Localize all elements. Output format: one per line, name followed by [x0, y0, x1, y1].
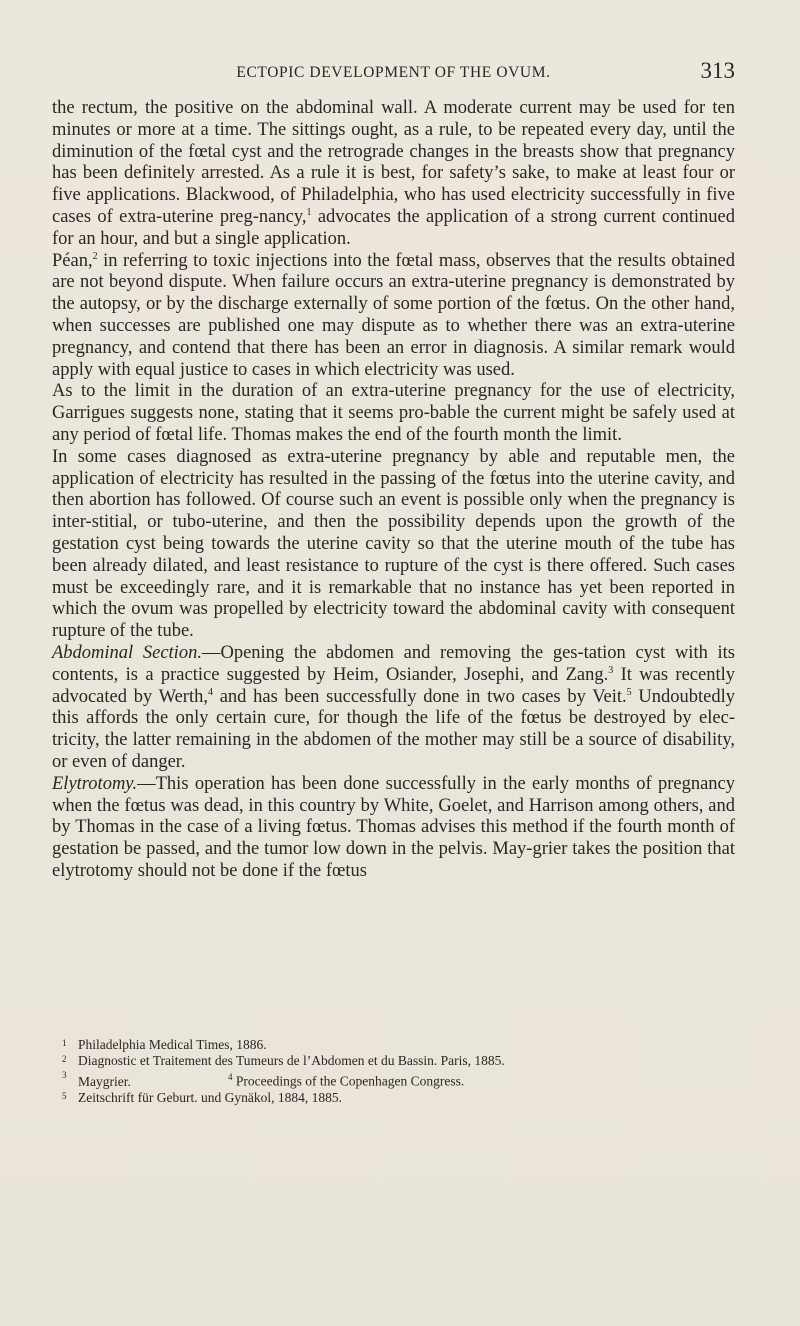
footnote-ref: 4 [207, 686, 213, 698]
footnote-ref: 1 [306, 206, 312, 218]
paragraph-text: the rectum, the positive on the abdominal wall. A moderate current may be used for ten minutes or more at a time. The sittings ought, as a rule, to be repeated every day, until the diminution of the fœtal cyst and the retrograde changes in the breasts show that pregnancy has been definitely arrested. As a rule it is best, for safety’s sake, to make at least four or five applications. Blackwood, of Philadelphia, who has used electricity successfully in five cases of extra-uterine preg-nancy, [52, 98, 735, 227]
footnote-number: 3 [62, 1070, 67, 1081]
footnote-text: Maygrier. [78, 1073, 131, 1089]
footnote [52, 1069, 735, 1090]
paragraph-text: advocates the application of a strong current continued for an hour, and but a single application. [52, 206, 736, 249]
paragraph [52, 98, 735, 251]
footnote-ref: 3 [608, 664, 614, 676]
footnote-number: 1 [62, 1038, 67, 1048]
section-heading: Elytrotomy. [52, 773, 138, 794]
footnote [52, 1053, 735, 1069]
paragraph-text: and has been successfully done in two cases by Veit. [212, 686, 627, 707]
running-title: ECTOPIC DEVELOPMENT OF THE OVUM. [236, 64, 551, 81]
section-heading: Abdominal Section. [52, 642, 202, 663]
paragraph: As to the limit in the duration of an extra-uterine pregnancy for the use of electricity, Garrigues suggests none, stating that it seems pro-bable the current might be safely used at any period of fœtal life. Thomas makes the end of the fourth month the limit. [52, 381, 735, 445]
footnote-number: 4 [228, 1072, 233, 1083]
footnote-text: Diagnostic et Traitement des Tumeurs de l’Abdomen et du Bassin. Paris, 1885. [78, 1053, 505, 1069]
footnote-ref: 2 [92, 250, 98, 262]
footnote [52, 1090, 735, 1106]
paragraph-text: —Opening the abdomen and removing the ges-tation cyst with its contents, is a practice suggested by Heim, Osiander, Josephi, and Zang. [52, 642, 735, 685]
paragraph-text: Péan, [52, 250, 93, 271]
paragraph-text: —This operation has been done successfully in the early months of pregnancy when the fœtus was dead, in this country by White, Goelet, and Harrison among others, and by Thomas in the case of a living fœtus. Thomas advises this method if the fourth month of gestation be passed, and the tumor low down in the pelvis. May-grier takes the position that elytrotomy should not be done if the fœtus [52, 773, 735, 881]
footnote-text: Proceedings of the Copenhagen Congress. [235, 1073, 465, 1089]
paragraph [52, 251, 735, 382]
footnote-number: 5 [62, 1091, 67, 1102]
running-head [52, 56, 735, 86]
footnote-text: Philadelphia Medical Times, 1886. [78, 1037, 267, 1052]
footnote-number: 2 [62, 1054, 67, 1065]
paragraph: In some cases diagnosed as extra-uterine pregnancy by able and reputable men, the application of electricity has resulted in the passing of the fœtus into the uterine cavity, and then abortion has followed. Of course such an event is possible only when the pregnancy is inter-stitial, or tubo-uterine, and then the possibility depends upon the growth of the gestation cyst being towards the uterine cavity so that the uterine mouth of the tube has been already dilated, and least resistance to rupture of the cyst is there offered. Such cases must be exceedingly rare, and it is remarkable that no instance has yet been reported in which the ovum was propelled by electricity toward the abdominal cavity with consequent rupture of the tube. [52, 446, 735, 642]
footnote [52, 1037, 735, 1053]
paragraph-text: in referring to toxic injections into the fœtal mass, observes that the results obtained are not beyond dispute. When failure occurs an extra-uterine pregnancy is demonstrated by the autopsy, or by the discharge externally of some portion of the fœtus. On the other hand, when successes are published one may dispute as to whether there was an extra-uterine pregnancy, and contend that there has been an error in diagnosis. A similar remark would apply with equal justice to cases in which electricity was used. [52, 250, 735, 380]
page-number: 313 [700, 58, 735, 83]
body-text [52, 98, 735, 883]
footnotes [52, 1037, 735, 1106]
footnote-ref: 5 [626, 686, 632, 698]
paragraph-text: Undoubtedly this affords the only certain cure, for though the life of the fœtus be destroyed by elec-tricity, the latter remaining in the abdomen of the mother may still be a source of disability, or even of danger. [52, 686, 735, 772]
paragraph-text: It was recently advocated by Werth, [52, 664, 735, 707]
paragraph [52, 774, 735, 883]
footnote-text: Zeitschrift für Geburt. und Gynäkol, 1884, 1885. [78, 1090, 342, 1106]
paragraph [52, 643, 735, 774]
